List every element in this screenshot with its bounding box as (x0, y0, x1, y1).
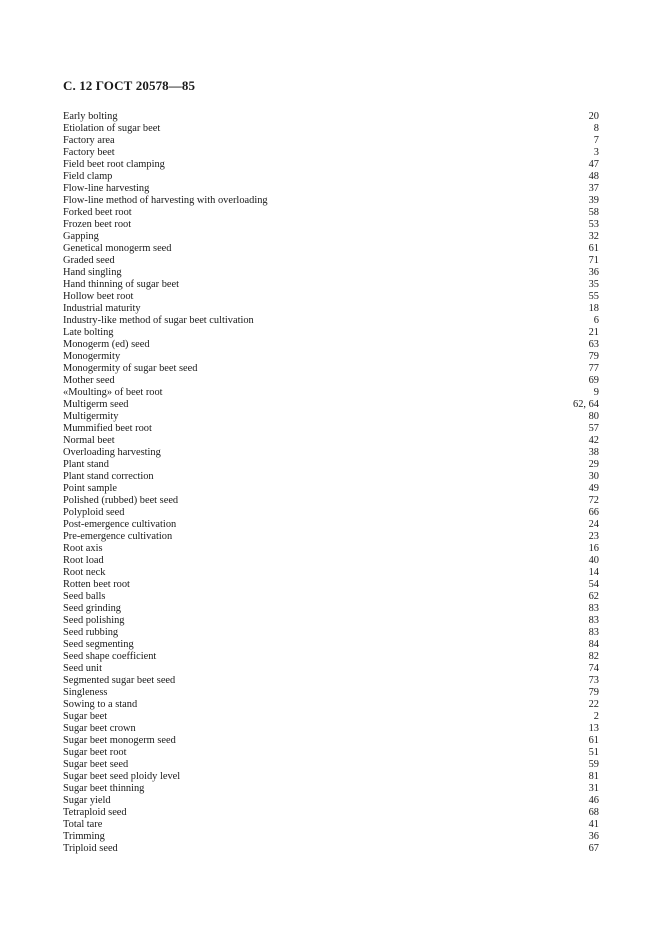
index-term: Overloading harvesting (63, 447, 161, 458)
index-entry (63, 171, 599, 183)
index-page-number: 73 (588, 675, 599, 686)
index-entry (63, 543, 599, 555)
index-entry (63, 351, 599, 363)
index-entry (63, 603, 599, 615)
page-header: С. 12 ГОСТ 20578—85 (63, 78, 196, 93)
index-term: Root neck (63, 567, 106, 578)
index-page-number: 22 (588, 699, 599, 710)
index-term: Multigermity (63, 411, 119, 422)
index-page-number: 24 (588, 519, 599, 530)
index-term: Sugar beet monogerm seed (63, 735, 176, 746)
index-entry (63, 387, 599, 399)
index-page-number: 49 (588, 483, 599, 494)
index-page-number: 46 (588, 795, 599, 806)
index-entry (63, 819, 599, 831)
index-entry (63, 315, 599, 327)
index-entry (63, 111, 599, 123)
index-page-number: 79 (588, 351, 599, 362)
index-term: Post-emergence cultivation (63, 519, 177, 530)
index-entry (63, 291, 599, 303)
index-page-number: 62, 64 (573, 399, 599, 410)
index-entry (63, 519, 599, 531)
index-entry (63, 183, 599, 195)
index-page-number: 35 (588, 279, 599, 290)
index-page-number: 69 (588, 375, 599, 386)
index-entry (63, 159, 599, 171)
index-term: Factory beet (63, 147, 115, 158)
index-entry (63, 783, 599, 795)
index-page-number: 20 (588, 111, 599, 122)
index-term: Sugar beet root (63, 747, 127, 758)
index-entry (63, 339, 599, 351)
index-page-number: 53 (588, 219, 599, 230)
index-entry (63, 831, 599, 843)
index-page-number: 31 (588, 783, 599, 794)
index-page-number: 40 (588, 555, 599, 566)
index-page-number: 58 (588, 207, 599, 218)
index-entry (63, 219, 599, 231)
index-entry (63, 195, 599, 207)
index-entry (63, 411, 599, 423)
index-page-number: 14 (588, 567, 599, 578)
index-page-number: 32 (588, 231, 599, 242)
index-page-number: 55 (588, 291, 599, 302)
index-term: Sugar beet thinning (63, 783, 145, 794)
index-term: Seed balls (63, 591, 106, 602)
index-term: Hand thinning of sugar beet (63, 279, 180, 290)
index-page-number: 84 (588, 639, 599, 650)
index-page-number: 2 (593, 711, 599, 722)
index-page-number: 61 (588, 243, 599, 254)
index-page-number: 63 (588, 339, 599, 350)
index-term: Seed grinding (63, 603, 122, 614)
index-entry (63, 771, 599, 783)
index-term: Triploid seed (63, 843, 118, 854)
index-page-number: 38 (588, 447, 599, 458)
index-term: Sugar yield (63, 795, 111, 806)
index-page-number: 83 (588, 615, 599, 626)
index-entry (63, 375, 599, 387)
index-entry (63, 627, 599, 639)
index-page-number: 21 (588, 327, 599, 338)
index-term: Sugar beet seed (63, 759, 129, 770)
index-page-number: 79 (588, 687, 599, 698)
index-entry (63, 675, 599, 687)
index-page-number: 16 (588, 543, 599, 554)
index-page-number: 41 (588, 819, 599, 830)
index-entry (63, 807, 599, 819)
index-page-number: 8 (593, 123, 599, 134)
index-page-number: 23 (588, 531, 599, 542)
index-term: Field clamp (63, 171, 113, 182)
index-term: Rotten beet root (63, 579, 130, 590)
index-entry (63, 687, 599, 699)
index-page-number: 61 (588, 735, 599, 746)
index-entry (63, 435, 599, 447)
index-term: Early bolting (63, 111, 118, 122)
index-term: Sowing to a stand (63, 699, 138, 710)
index-page-number: 74 (588, 663, 599, 674)
index-page-number: 51 (588, 747, 599, 758)
index-term: Late bolting (63, 327, 114, 338)
index-entry (63, 471, 599, 483)
index-term: Multigerm seed (63, 399, 129, 410)
index-term: Sugar beet (63, 711, 108, 722)
index-entry (63, 591, 599, 603)
index-entry (63, 579, 599, 591)
index-page-number: 80 (588, 411, 599, 422)
index-entry (63, 459, 599, 471)
index-page-number: 3 (593, 147, 599, 158)
index-term: Frozen beet root (63, 219, 132, 230)
index-page-number: 7 (593, 135, 599, 146)
index-term: Normal beet (63, 435, 115, 446)
index-entry (63, 795, 599, 807)
index-page-number: 77 (588, 363, 599, 374)
index-entry (63, 567, 599, 579)
index-page-number: 48 (588, 171, 599, 182)
index-page-number: 81 (588, 771, 599, 782)
index-page-number: 62 (588, 591, 599, 602)
index-page-number: 68 (588, 807, 599, 818)
index-page-number: 59 (588, 759, 599, 770)
index-entry (63, 147, 599, 159)
index-term: Factory area (63, 135, 115, 146)
index-page-number: 6 (593, 315, 599, 326)
index-term: Seed unit (63, 663, 102, 674)
index-term: Gapping (63, 231, 99, 242)
index-entry (63, 231, 599, 243)
index-term: Seed rubbing (63, 627, 119, 638)
index-term: Plant stand correction (63, 471, 154, 482)
index-entry (63, 555, 599, 567)
index-entry (63, 735, 599, 747)
index-entry (63, 255, 599, 267)
index-page-number: 18 (588, 303, 599, 314)
index-entry (63, 651, 599, 663)
index-term: Monogermity (63, 351, 121, 362)
index-term: Sugar beet seed ploidy level (63, 771, 181, 782)
index-entry (63, 507, 599, 519)
index-term: Flow-line harvesting (63, 183, 150, 194)
index-entry (63, 843, 599, 855)
index-entry (63, 363, 599, 375)
index-entry (63, 423, 599, 435)
index-entry (63, 303, 599, 315)
index-page-number: 42 (588, 435, 599, 446)
index-term: Industry-like method of sugar beet cultivation (63, 315, 254, 326)
index-entry (63, 243, 599, 255)
index-term: Field beet root clamping (63, 159, 165, 170)
index-entry (63, 699, 599, 711)
index-term: Seed polishing (63, 615, 125, 626)
index-page-number: 29 (588, 459, 599, 470)
index-term: Seed shape coefficient (63, 651, 157, 662)
index-page-number: 57 (588, 423, 599, 434)
index-term: Mummified beet root (63, 423, 152, 434)
index-entry (63, 207, 599, 219)
index-page-number: 36 (588, 267, 599, 278)
index-page-number: 82 (588, 651, 599, 662)
index-page-number: 71 (588, 255, 599, 266)
index-term: Hollow beet root (63, 291, 134, 302)
index-term: Polyploid seed (63, 507, 125, 518)
index-term: Tetraploid seed (63, 807, 127, 818)
index-term: Trimming (63, 831, 105, 842)
index-page-number: 83 (588, 603, 599, 614)
index-entry (63, 531, 599, 543)
index-term: Sugar beet crown (63, 723, 136, 734)
index-term: «Moulting» of beet root (63, 387, 163, 398)
index-entry (63, 711, 599, 723)
index-entry (63, 483, 599, 495)
term-index-list (63, 111, 599, 855)
index-term: Mother seed (63, 375, 115, 386)
index-term: Graded seed (63, 255, 115, 266)
index-page-number: 83 (588, 627, 599, 638)
index-page-number: 39 (588, 195, 599, 206)
index-entry (63, 279, 599, 291)
index-term: Singleness (63, 687, 108, 698)
index-term: Root axis (63, 543, 103, 554)
index-page-number: 13 (588, 723, 599, 734)
index-entry (63, 447, 599, 459)
index-term: Monogermity of sugar beet seed (63, 363, 198, 374)
index-entry (63, 747, 599, 759)
index-term: Total tare (63, 819, 103, 830)
index-page-number: 54 (588, 579, 599, 590)
index-entry (63, 495, 599, 507)
index-entry (63, 327, 599, 339)
index-entry (63, 723, 599, 735)
index-page-number: 37 (588, 183, 599, 194)
index-term: Genetical monogerm seed (63, 243, 172, 254)
index-page-number: 9 (593, 387, 599, 398)
index-term: Pre-emergence cultivation (63, 531, 173, 542)
index-entry (63, 759, 599, 771)
index-entry (63, 123, 599, 135)
index-term: Monogerm (ed) seed (63, 339, 150, 350)
index-term: Point sample (63, 483, 117, 494)
index-term: Etiolation of sugar beet (63, 123, 161, 134)
index-term: Root load (63, 555, 104, 566)
index-term: Forked beet root (63, 207, 132, 218)
index-entry (63, 135, 599, 147)
index-page-number: 36 (588, 831, 599, 842)
index-page-number: 66 (588, 507, 599, 518)
index-entry (63, 663, 599, 675)
index-term: Segmented sugar beet seed (63, 675, 176, 686)
index-entry (63, 615, 599, 627)
index-page-number: 72 (588, 495, 599, 506)
index-term: Polished (rubbed) beet seed (63, 495, 179, 506)
index-term: Flow-line method of harvesting with overloading (63, 195, 268, 206)
index-term: Seed segmenting (63, 639, 134, 650)
index-page-number: 67 (588, 843, 599, 854)
index-entry (63, 639, 599, 651)
index-page-number: 30 (588, 471, 599, 482)
index-entry (63, 399, 599, 411)
index-term: Industrial maturity (63, 303, 141, 314)
index-term: Plant stand (63, 459, 109, 470)
index-entry (63, 267, 599, 279)
index-term: Hand singling (63, 267, 122, 278)
index-page-number: 47 (588, 159, 599, 170)
